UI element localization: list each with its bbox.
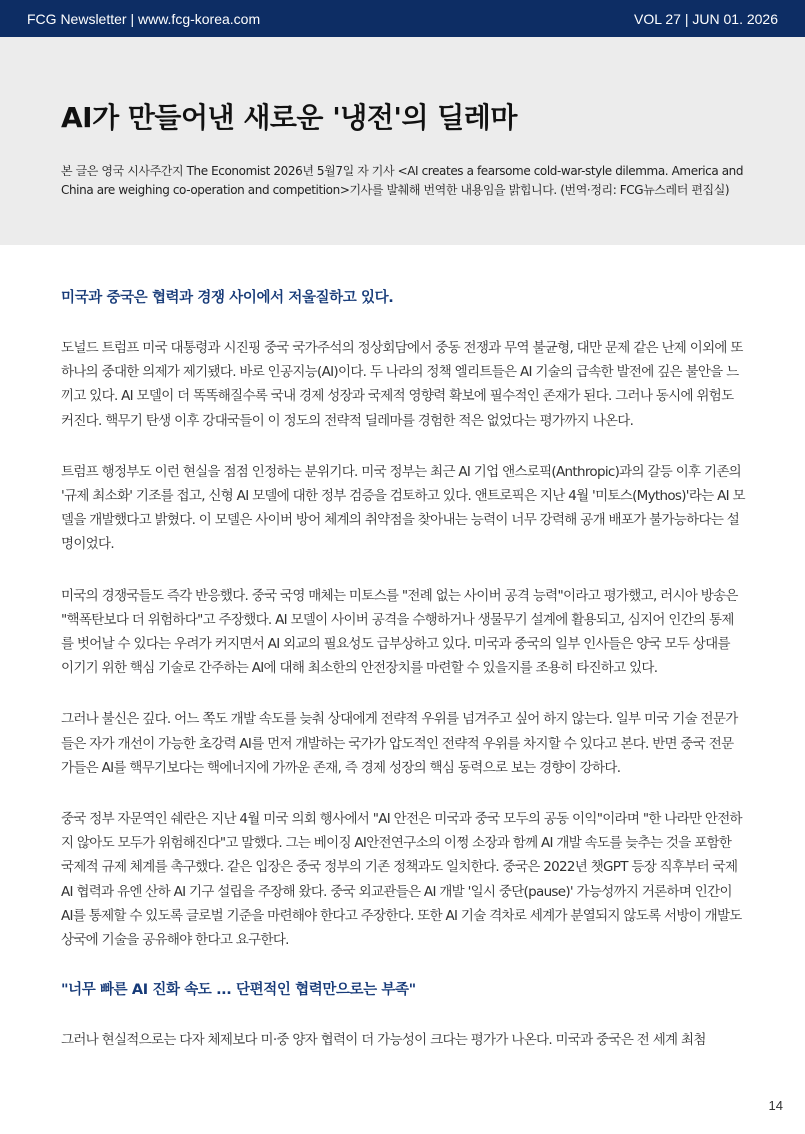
article-intro: 본 글은 영국 시사주간지 The Economist 2026년 5월7일 자 기사 <AI creates a fearsome cold-war-style dilemma. America and China are weighing co-operation and competition>기사를 발췌해 번역한 내용임을 밝힙니다. (번역·정리: FCG뉴스레터 편집실) bbox=[61, 164, 744, 197]
paragraph: 미국의 경쟁국들도 즉각 반응했다. 중국 국영 매체는 미토스를 "전례 없는 사이버 공격 능력"이라고 평가했고, 러시아 방송은 "핵폭탄보다 더 위험하다"고 주장했다. AI 모델이 사이버 공격을 수행하거나 생물무기 설계에 활용되고, 심지어 인간의 통제를 벗어날 수 있다는 우려가 커지면서 AI 외교의 필요성도 급부상하고 있다. 미국과 중국의 일부 인사들은 양국 모두 상대를 이기기 위한 핵심 기술로 간주하는 AI에 대해 최소한의 안전장치를 마련할 수 있을지를 조용히 타진하고 있다. bbox=[61, 587, 738, 677]
paragraph: 그러나 불신은 깊다. 어느 쪽도 개발 속도를 늦춰 상대에게 전략적 우위를 넘겨주고 싶어 하지 않는다. 일부 미국 기술 전문가들은 자가 개선이 가능한 초강력 AI를 먼저 개발하는 국가가 압도적인 전략적 우위를 차지할 수 있다고 본다. 반면 중국 전문가들은 AI를 핵무기보다는 핵에너지에 가까운 존재, 즉 경제 성장의 핵심 동력으로 보는 경향이 강하다. bbox=[61, 711, 738, 776]
section-heading: "너무 빠른 AI 진화 속도 ... 단편적인 협력만으로는 부족" bbox=[61, 982, 416, 999]
article-title: AI가 만들어낸 새로운 '냉전'의 딜레마 bbox=[61, 101, 517, 134]
article-body bbox=[61, 287, 745, 1052]
newsletter-header-bar bbox=[0, 0, 805, 37]
paragraph: 트럼프 행정부도 이런 현실을 점점 인정하는 분위기다. 미국 정부는 최근 AI 기업 앤스로픽(Anthropic)과의 갈등 이후 기존의 '규제 최소화' 기조를 접고, 신형 AI 모델에 대한 정부 검증을 검토하고 있다. 앤트로픽은 지난 4월 '미토스(Mythos)'라는 AI 모델을 개발했다고 밝혔다. 이 모델은 사이버 방어 체계의 취약점을 찾아내는 능력이 너무 강력해 공개 배포가 불가능하다는 설명이었다. bbox=[61, 463, 745, 553]
page-number: 14 bbox=[768, 1098, 783, 1113]
title-banner bbox=[0, 37, 805, 245]
newsletter-name: FCG Newsletter | www.fcg-korea.com bbox=[27, 10, 261, 27]
issue-info: VOL 27 | JUN 01. 2026 bbox=[634, 10, 778, 27]
paragraph: 도널드 트럼프 미국 대통령과 시진핑 중국 국가주석의 정상회담에서 중동 전쟁과 무역 불균형, 대만 문제 같은 난제 이외에 또 하나의 중대한 의제가 제기됐다. 바로 인공지능(AI)이다. 두 나라의 정책 엘리트들은 AI 기술의 급속한 발전에 깊은 불안을 느끼고 있다. AI 모델이 더 똑똑해질수록 국내 경제 성장과 국제적 영향력 확보에 필수적인 존재가 된다. 그러나 동시에 위험도 커진다. 핵무기 탄생 이후 강대국들이 이 정도의 전략적 딜레마를 경험한 적은 없었다는 평가까지 나온다. bbox=[61, 340, 743, 429]
section-heading: 미국과 중국은 협력과 경쟁 사이에서 저울질하고 있다. bbox=[61, 290, 394, 306]
paragraph: 그러나 현실적으로는 다자 체제보다 미·중 양자 협력이 더 가능성이 크다는 평가가 나온다. 미국과 중국은 전 세계 최첨 bbox=[61, 1032, 706, 1049]
paragraph: 중국 정부 자문역인 쉐란은 지난 4월 미국 의회 행사에서 "AI 안전은 미국과 중국 모두의 공동 이익"이라며 "한 나라만 안전하지 않아도 모두가 위험해진다"고 말했다. 그는 베이징 AI안전연구소의 이쩡 소장과 함께 AI 개발 속도를 늦추는 것을 포함한 국제적 규제 체계를 촉구했다. 같은 입장은 중국 정부의 기존 정책과도 일치한다. 중국은 2022년 챗GPT 등장 직후부터 국제 AI 협력과 유엔 산하 AI 기구 설립을 주장해 왔다. 중국 외교관들은 AI 개발 '일시 중단(pause)' 가능성까지 거론하며 인간이 AI를 통제할 수 있도록 글로벌 기준을 마련해야 한다고 주장한다. 또한 AI 기술 격차로 세계가 분열되지 않도록 서방이 개발도상국에 기술을 공유해야 한다고 요구한다. bbox=[61, 811, 742, 949]
